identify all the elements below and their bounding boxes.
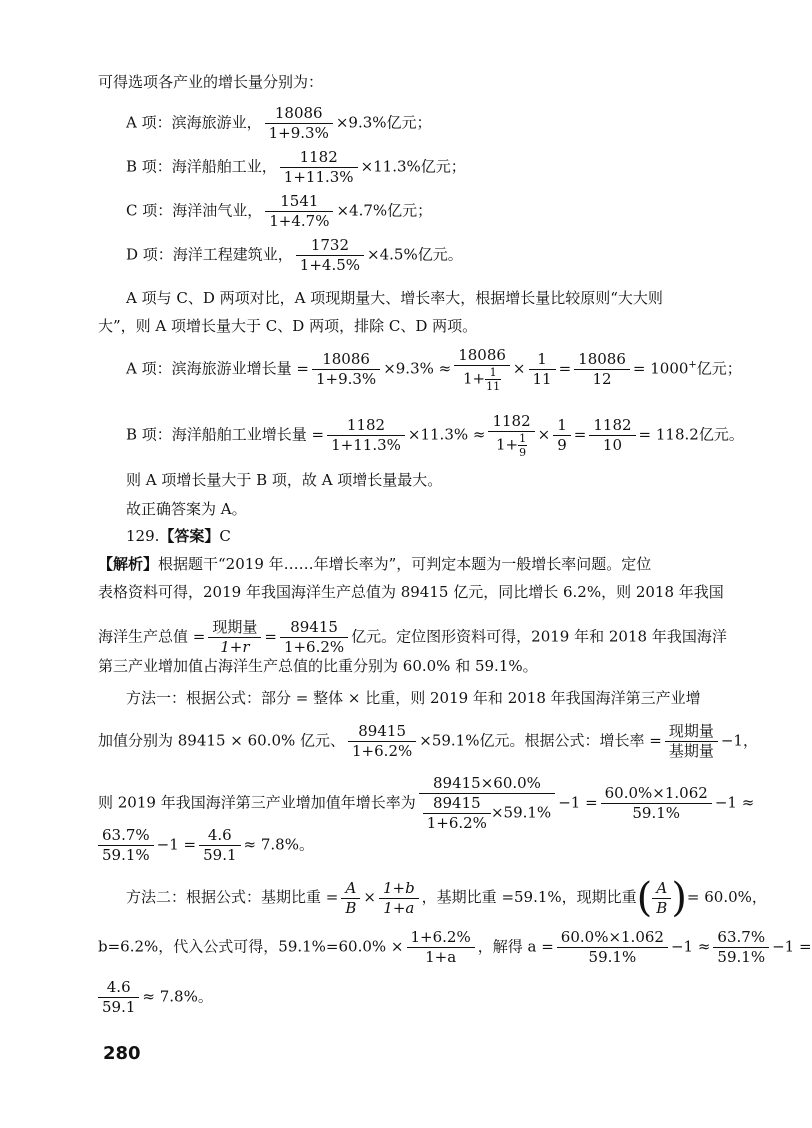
conclusion-1: 则 A 项增长量大于 B 项，故 A 项增长量最大。 [126,471,443,489]
fraction: $\frac{60.0\%\times 1.062}{59.1\%}$ [557,928,668,967]
fraction: $\frac{1182}{10}$ [589,416,635,455]
method1-line-1: 方法一：根据公式：部分 = 整体 × 比重，则 2019 年和 2018 年我国海洋第三产业增 [126,689,701,707]
fraction: $\frac{89415}{1+6.2\%}$ [280,618,348,657]
fraction: $\frac{1+6.2\%}{1+a}$ [407,928,475,967]
fraction: $\frac{60.0\%\times 1.062}{59.1\%}$ [601,784,712,823]
intro-text: 可得选项各产业的增长量分别为： [98,73,324,91]
fraction: $\frac{4.6}{59.1}$ [199,826,240,865]
fraction: 89415×60.0% $\frac{89415}{1+6.2\%}$ ×59.1% [419,774,555,833]
fraction: $\frac{A}{B}$ [652,879,671,918]
fraction: $\frac{1732}{1+4.5\%}$ [296,236,364,275]
fraction: $\frac{63.7\%}{59.1\%}$ [98,826,154,865]
option-c: C 项：海洋油气业， $\frac{1541}{1+4.7\%}$ ×4.7%亿元； [126,192,433,230]
method2-line-1: 方法二：根据公式：基期比重 = $\frac{A}{B}$ × $\frac{1+b}{1+a}$ ，基期比重 =59.1%，现期比重( $\frac{A}{B}$ )= 60.0%， [126,875,767,921]
fraction: 18086 1+ $\frac{1}{11}$ [454,346,510,393]
fraction: $\frac{1182}{1+11.3\%}$ [280,148,358,187]
fraction: $\frac{4.6}{59.1}$ [98,978,139,1017]
calc-b: B 项：海洋船舶工业增长量 = $\frac{1182}{1+11.3\%}$ ×11.3% ≈ 1182 1+ $\frac{1}{9}$ × $\frac{1}{9}$ = $\frac{1182}{10}$ = 118.2亿元。 [126,412,744,459]
fraction: 1182 1+ $\frac{1}{9}$ [488,412,534,459]
right-paren: ) [671,875,687,921]
fraction: $\frac{18086}{12}$ [574,350,630,389]
option-a: A 项：滨海旅游业， $\frac{18086}{1+9.3\%}$ ×9.3%亿元； [126,104,432,142]
page-number: 280 [103,1043,141,1064]
fraction: $\frac{\text{现期量}}{1+r}$ [208,618,261,657]
option-b: B 项：海洋船舶工业， $\frac{1182}{1+11.3\%}$ ×11.3%亿元； [126,148,466,186]
fraction: $\frac{1}{11}$ [529,350,556,389]
option-d: D 项：海洋工程建筑业， $\frac{1732}{1+4.5\%}$ ×4.5%亿元。 [126,236,463,274]
fraction: $\frac{A}{B}$ [341,879,360,918]
fraction: $\frac{18086}{1+9.3\%}$ [312,350,380,389]
compare-line-1: A 项与 C、D 两项对比，A 项现期量大、增长率大，根据增长量比较原则“大大则 [126,289,663,307]
left-paren: ( [636,875,653,921]
fraction: $\frac{1541}{1+4.7\%}$ [265,192,333,231]
fraction: $\frac{1+b}{1+a}$ [379,879,419,918]
method1-line-4: $\frac{63.7\%}{59.1\%}$ −1 = $\frac{4.6}{59.1}$ ≈ 7.8%。 [98,826,314,865]
fraction: $\frac{\text{现期量}}{\text{基期量}}$ [665,722,718,761]
analysis-line-2: 表格资料可得，2019 年我国海洋生产总值为 89415 亿元，同比增长 6.2%，则 2018 年我国 [98,583,724,601]
calc-a: A 项：滨海旅游业增长量 = $\frac{18086}{1+9.3\%}$ ×9.3% ≈ 18086 1+ $\frac{1}{11}$ × $\frac{1}{11}$ = $\frac{18086}{12}$ = 1000+亿元； [126,346,742,393]
fraction: $\frac{89415}{1+6.2\%}$ [348,722,416,761]
conclusion-2: 故正确答案为 A。 [126,500,247,518]
method1-line-3: 则 2019 年我国海洋第三产业增加值年增长率为 89415×60.0% $\frac{89415}{1+6.2\%}$ ×59.1% −1 = $\frac{60.0\%\times 1.062}{59.1\%}$ −1 ≈ [98,774,755,832]
compare-line-2: 大”，则 A 项增长量大于 C、D 两项，排除 C、D 两项。 [98,317,478,335]
analysis-line-3: 海洋生产总值 = $\frac{\text{现期量}}{1+r}$ = $\frac{89415}{1+6.2\%}$ 亿元。定位图形资料可得，2019 年和 2018 年我国海洋 [98,618,727,656]
method2-line-3: $\frac{4.6}{59.1}$ ≈ 7.8%。 [98,978,213,1017]
fraction: $\frac{63.7\%}{59.1\%}$ [713,928,769,967]
method1-line-2: 加值分别为 89415 × 60.0% 亿元、 $\frac{89415}{1+6.2\%}$ ×59.1%亿元。根据公式：增长率 = $\frac{\text{现期量}}{\text{基期量}}$ −1， [98,722,758,760]
q129-answer: 129.【答案】C [126,527,231,545]
fraction: $\frac{1182}{1+11.3\%}$ [327,416,405,455]
analysis-line-4: 第三产业增加值占海洋生产总值的比重分别为 60.0% 和 59.1%。 [98,657,538,675]
method2-line-2: b=6.2%，代入公式可得，59.1%=60.0% × $\frac{1+6.2\%}{1+a}$ ，解得 a = $\frac{60.0\%\times 1.062}{59.1\%}$ −1 ≈ $\frac{63.7\%}{59.1\%}$ −1 = [98,928,812,966]
fraction: $\frac{1}{9}$ [553,416,571,455]
fraction: $\frac{18086}{1+9.3\%}$ [265,104,333,143]
analysis-line-1: 【解析】根据题干“2019 年……年增长率为”，可判定本题为一般增长率问题。定位 [98,555,652,573]
